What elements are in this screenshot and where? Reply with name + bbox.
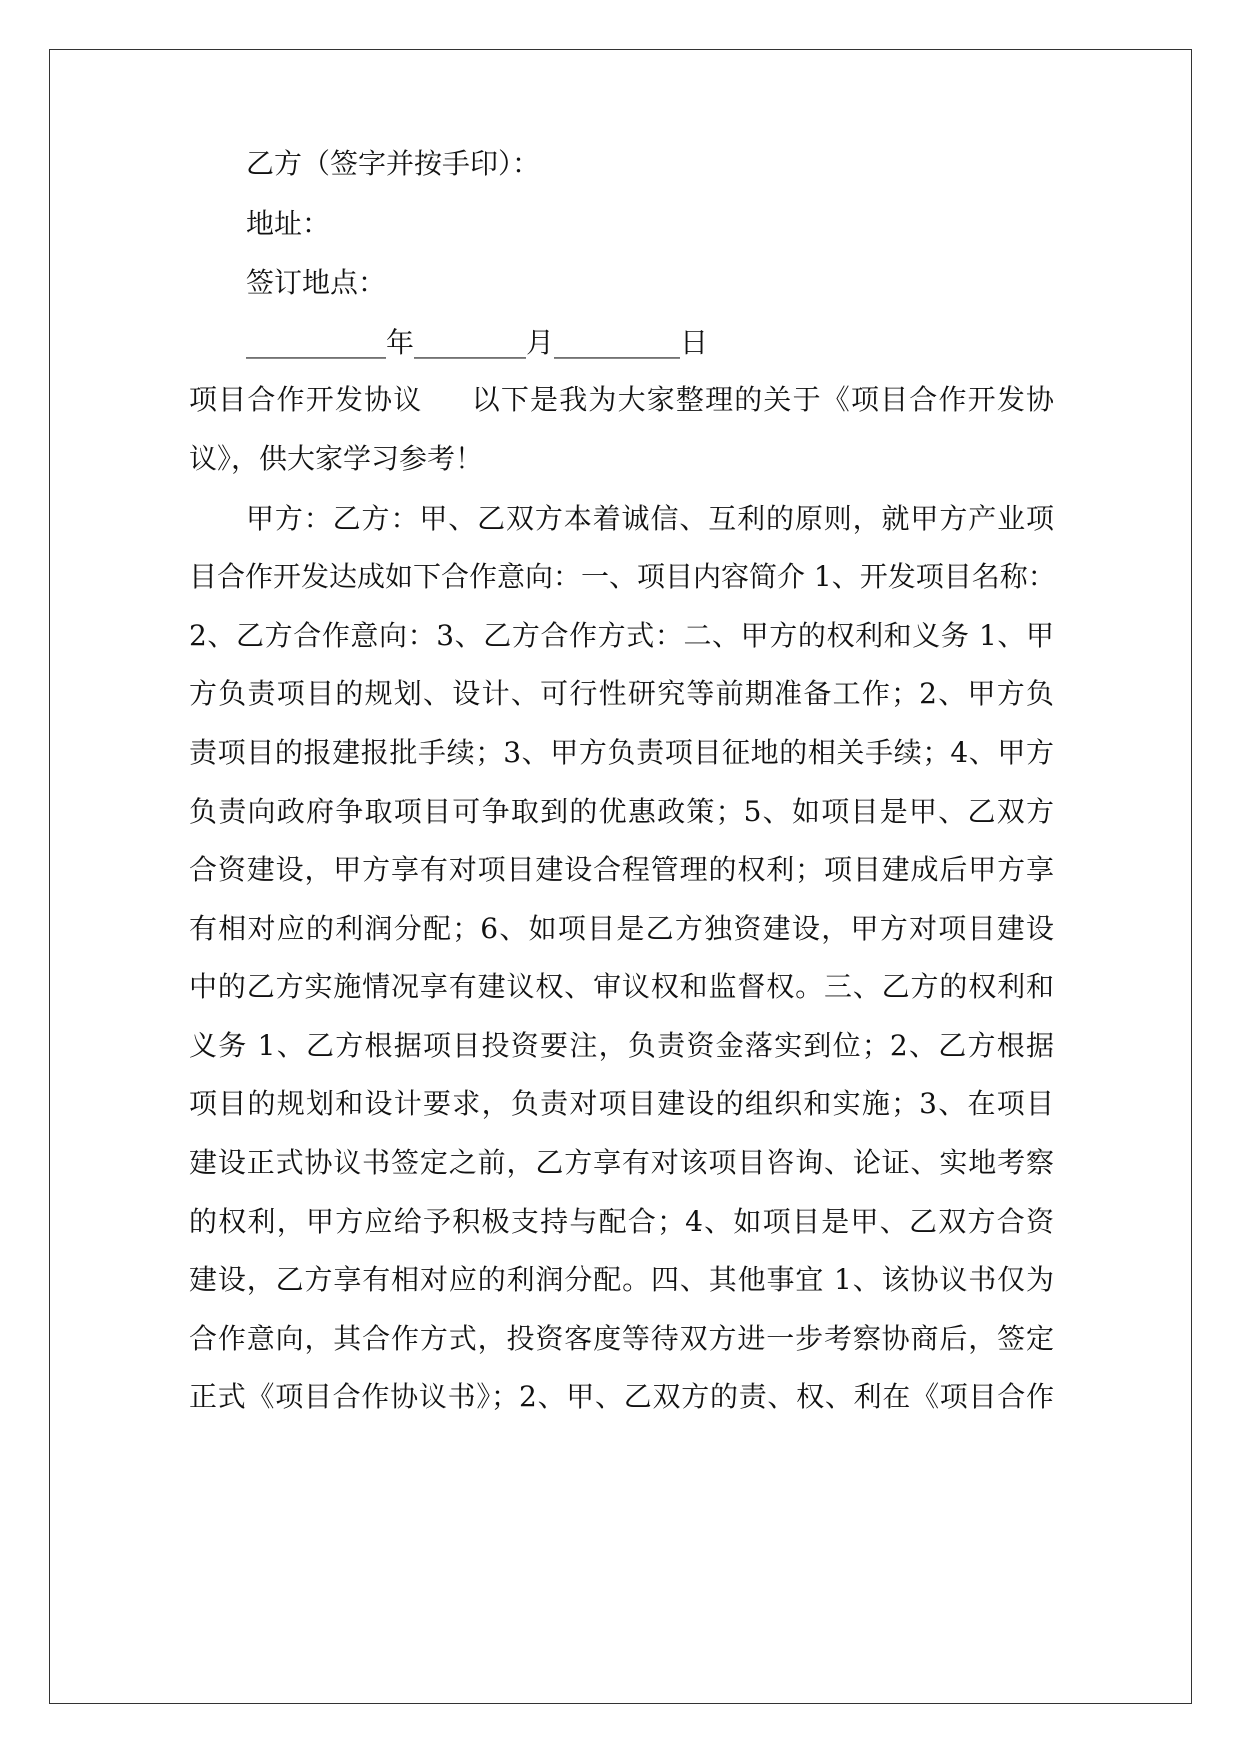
- article-line: 义务 1、乙方根据项目投资要注，负责资金落实到位；2、乙方根据: [189, 1029, 1054, 1062]
- article-line: 有相对应的利润分配；6、如项目是乙方独资建设，甲方对项目建设: [189, 912, 1054, 945]
- article-line: 合资建设，甲方享有对项目建设合程管理的权利；项目建成后甲方享: [189, 853, 1054, 886]
- article-line: 合作意向，其合作方式，投资客度等待双方进一步考察协商后，签定: [189, 1322, 1054, 1355]
- signing-place-line: 签订地点：: [246, 266, 387, 299]
- article-line: 的权利，甲方应给予积极支持与配合；4、如项目是甲、乙双方合资: [189, 1205, 1054, 1238]
- article-line: 责项目的报建报批手续；3、甲方负责项目征地的相关手续；4、甲方: [189, 736, 1054, 769]
- signing-date-line: __________年________月_________日: [246, 326, 709, 359]
- address-line: 地址：: [246, 207, 331, 240]
- article-line: 建设正式协议书签定之前，乙方享有对该项目咨询、论证、实地考察: [189, 1146, 1054, 1179]
- article-line: 议》，供大家学习参考！: [189, 442, 484, 475]
- article-line: 正式《项目合作协议书》；2、甲、乙双方的责、权、利在《项目合作: [189, 1380, 1054, 1413]
- party-b-signature-line: 乙方（签字并按手印）：: [246, 147, 541, 180]
- article-paragraph-start: 甲方：乙方：甲、乙双方本着诚信、互利的原则，就甲方产业项: [246, 502, 1054, 535]
- article-line: 2、乙方合作意向：3、乙方合作方式：二、甲方的权利和义务 1、甲: [189, 619, 1054, 652]
- article-line: 负责向政府争取项目可争取到的优惠政策；5、如项目是甲、乙双方: [189, 795, 1054, 828]
- article-line: 建设，乙方享有相对应的利润分配。四、其他事宜 1、该协议书仅为: [189, 1263, 1054, 1296]
- article-line: 目合作开发达成如下合作意向：一、项目内容简介 1、开发项目名称：: [189, 560, 1056, 593]
- article-line: 项目的规划和设计要求，负责对项目建设的组织和实施；3、在项目: [189, 1087, 1054, 1120]
- article-line: 方负责项目的规划、设计、可行性研究等前期准备工作；2、甲方负: [189, 677, 1054, 710]
- article-line: 中的乙方实施情况享有建议权、审议权和监督权。三、乙方的权利和: [189, 970, 1054, 1003]
- article-title-line: 项目合作开发协议 以下是我为大家整理的关于《项目合作开发协: [189, 383, 1054, 416]
